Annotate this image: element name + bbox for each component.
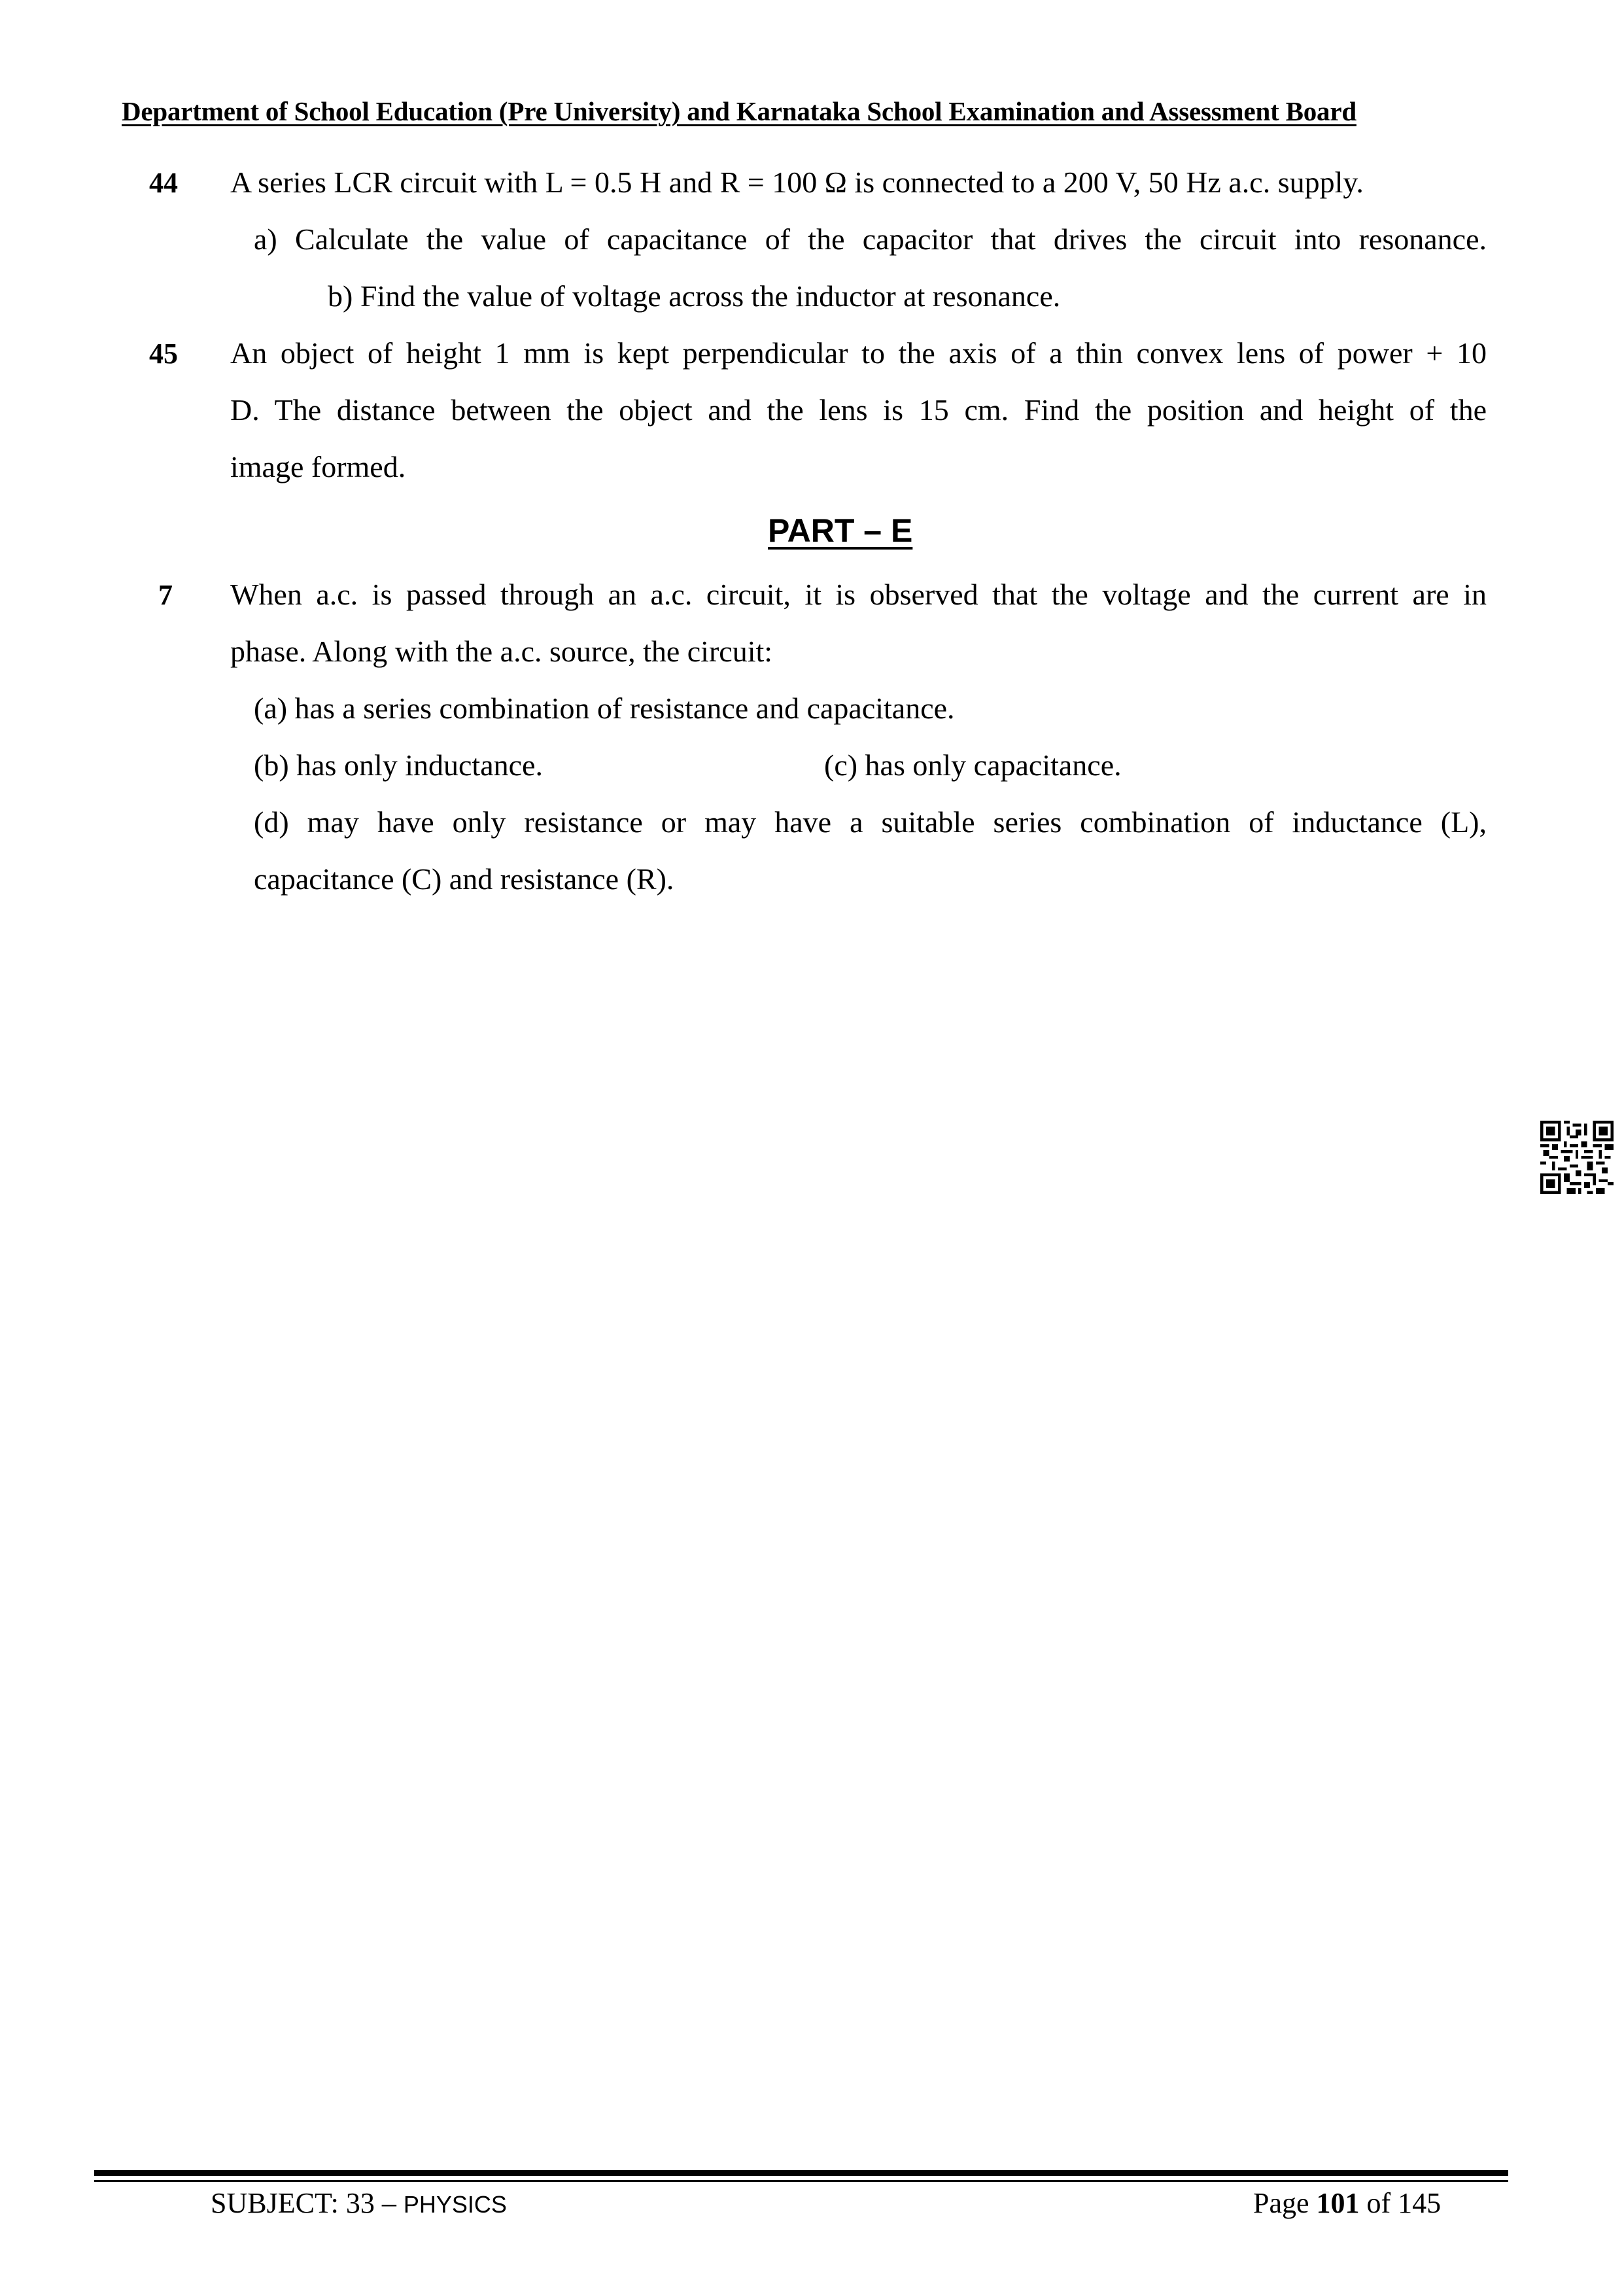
question-number-7: 7 xyxy=(158,579,173,611)
footer-page-current: 101 xyxy=(1316,2187,1360,2219)
q44-line-1: A series LCR circuit with L = 0.5 H and R = 100 Ω is connected to a 200 V, 50 Hz a.c. supply. xyxy=(230,166,1364,199)
q7-line-2: phase. Along with the a.c. source, the circuit: xyxy=(230,635,773,668)
q7-line-1: When a.c. is passed through an a.c. circuit, it is observed that the voltage and the current are in xyxy=(230,578,1487,611)
q45-line-2: D. The distance between the object and the lens is 15 cm. Find the position and height of the xyxy=(230,393,1487,427)
q7-option-c: (c) has only capacitance. xyxy=(824,748,1122,782)
footer-page-suffix: of 145 xyxy=(1359,2187,1442,2219)
question-number-44: 44 xyxy=(149,167,178,199)
footer-subject xyxy=(211,2186,507,2220)
q44-option-b: b) Find the value of voltage across the inductor at resonance. xyxy=(328,279,1061,313)
footer-page-number xyxy=(1253,2186,1441,2220)
part-e-heading: PART – E xyxy=(768,512,913,549)
footer-subject-name: PHYSICS xyxy=(403,2191,507,2218)
question-number-45: 45 xyxy=(149,338,178,370)
q7-option-a: (a) has a series combination of resistance and capacitance. xyxy=(254,692,955,725)
page-header: Department of School Education (Pre University) and Karnataka School Examination and Assessment Board xyxy=(122,96,1356,126)
footer-rule-thick xyxy=(94,2170,1508,2176)
q44-option-a: a) Calculate the value of capacitance of the capacitor that drives the circuit into resonance. xyxy=(254,222,1487,256)
footer-subject-prefix: SUBJECT: 33 – xyxy=(211,2187,404,2219)
footer-page-prefix: Page xyxy=(1253,2187,1317,2219)
qr-code-icon[interactable] xyxy=(1540,1121,1614,1194)
q7-option-d-line-2: capacitance (C) and resistance (R). xyxy=(254,862,674,896)
q7-option-d-line-1: (d) may have only resistance or may have a suitable series combination of inductance (L), xyxy=(254,805,1487,839)
q45-line-1: An object of height 1 mm is kept perpendicular to the axis of a thin convex lens of power + 10 xyxy=(230,336,1487,370)
q45-line-3: image formed. xyxy=(230,450,406,483)
footer-rule-thin xyxy=(94,2180,1508,2182)
q7-option-b: (b) has only inductance. xyxy=(254,748,543,782)
